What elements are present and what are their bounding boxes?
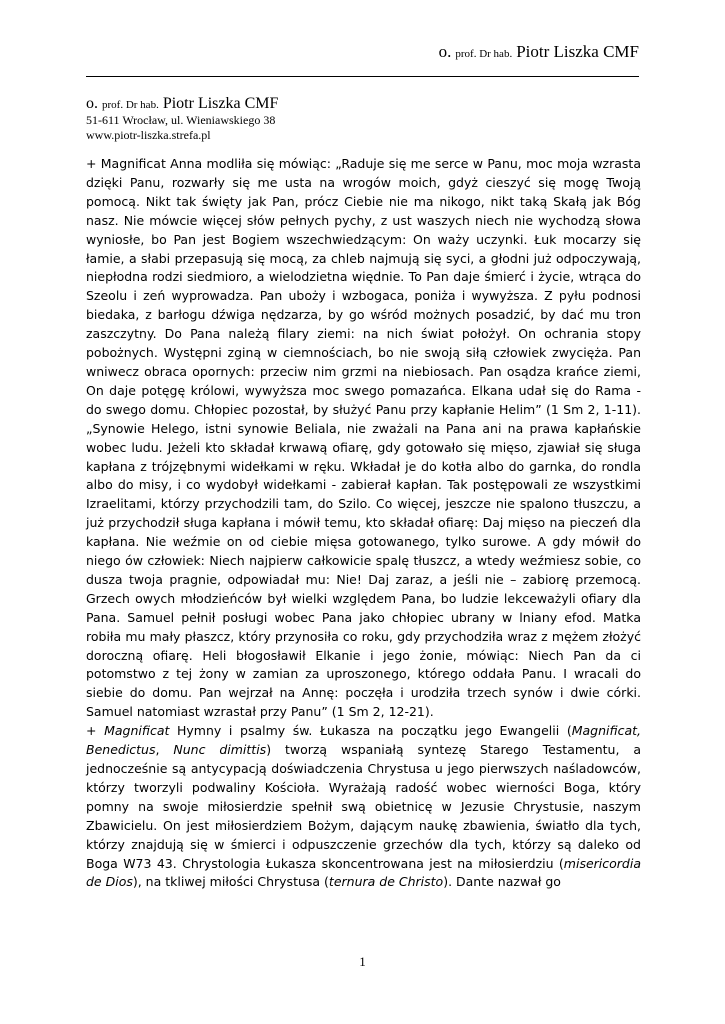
- p2-italic-magnificat: Magnificat: [104, 723, 170, 739]
- p2-text-e: ). Dante nazwał go: [443, 874, 561, 890]
- p2-text-d: ), na tkliwej miłości Chrystusa (: [132, 874, 329, 890]
- page-number: 1: [359, 954, 366, 969]
- paragraph-magnificat-anna: + Magnificat Anna modliła się mówiąc: „Raduje się me serce w Panu, moc moja wzrasta dzięki Panu, rozwarły się me usta na wrogów moich, gdyż cieszyć się mogę Twoją pomocą. Nikt tak święty jak Pan, prócz Ciebie nie ma nikogo, nikt taką Skałą jak Bóg nasz. Nie mówcie więcej słów pełnych pychy, z ust waszych niech nie wychodzą słowa wyniosłe, bo Pan jest Bogiem wszechwiedzącym: On waży uczynki. Łuk mocarzy się łamie, a słabi przepasują się mocą, za chleb najmują się syci, a głodni już odpoczywają, niepłodna rodzi siedmioro, a wielodzietna więdnie. To Pan daje śmierć i życie, wtrąca do Szeolu i zeń wyprowadza. Pan uboży i wzbogaca, poniża i wywyższa. Z pyłu podnosi biedaka, z barłogu dźwiga nędzarza, by go wśród możnych posadzić, by dać mu tron zaszczytny. Do Pana należą filary ziemi: na nich świat położył. On ochrania stopy pobożnych. Występni zginą w ciemnościach, bo nie swoją siłą człowiek zwycięża. Pan wniwecz obraca opornych: przeciw nim grzmi na niebiosach. Pan osądza krańce ziemi, On daje potęgę królowi, wywyższa moc swego pomazańca. Elkana udał się do Rama - do swego domu. Chłopiec pozostał, by służyć Panu przy kapłanie Helim” (1 Sm 2, 1-11). „Synowie Helego, istni synowie Beliala, nie zważali na Pana ani na prawa kapłańskie wobec ludu. Jeżeli kto składał krwawą ofiarę, gdy gotowało się mięso, zjawiał się sługa kapłana z trójzębnymi widełkami w ręku. Wkładał je do kotła albo do garnka, do rondla albo do misy, i co wydobył widełkami - zabierał kapłan. Tak postępowali ze wszystkimi Izraelitami, którzy przychodzili tam, do Szilo. Co więcej, jeszcze nie spalono tłuszczu, a już przychodził sługa kapłana i mówił temu, kto składał ofiarę: Daj mięso na pieczeń dla kapłana. Nie weźmie on od ciebie mięsa gotowanego, tylko surowe. A gdy mówił do niego ów człowiek: Niech najpierw całkowicie spalę tłuszcz, a wtedy weźmiesz sobie, co dusza twoja pragnie, odpowiadał mu: Nie! Daj zaraz, a jeśli nie – zabiorę przemocą. Grzech owych młodzieńców był wielki względem Pana, bo ludzie lekceważyli ofiary dla Pana. Samuel pełnił posługi wobec Pana jako chłopiec ubrany w lniany efod. Matka robiła mu mały płaszcz, który przynosiła co roku, gdy przychodziła wraz z mężem złożyć doroczną ofiarę. Heli błogosławił Elkanie i jego żonie, mówiąc: Niech Pan da ci potomstwo z tej żony w zamian za uproszonego, którego oddała Panu. I wracali do siebie do domu. Pan wejrzał na Annę: poczęła i urodziła trzech synów i dwie córki. Samuel natomiast wzrastał przy Panu” (1 Sm 2, 12-21).: [86, 156, 641, 720]
- author-prefix: o.: [86, 95, 98, 112]
- header-prefix: o.: [438, 42, 452, 61]
- header-rule: [86, 76, 639, 77]
- author-block: [86, 94, 278, 143]
- author-name: Piotr Liszka CMF: [162, 95, 279, 112]
- p2-text-b: ,: [155, 742, 174, 758]
- paragraph-magnificat-hymns: [86, 722, 641, 892]
- running-header: [439, 42, 639, 62]
- p2-text-c: ) tworzą wspaniałą syntezę Starego Testamentu, a jednocześnie są antycypacją doświadczenia Chrystusa u jego pierwszych naśladowców, którzy tworzyli podwaliny Kościoła. Wyrażają radość wobec wierności Boga, który pomny na swoje miłosierdzie spełnił swą obietnicę w Jezusie Chrystusie, naszym Zbawicielu. On jest miłosierdziem Bożym, dającym naukę zbawienia, światło dla tych, którzy znajdują się w śmierci i odpuszczenie grzechów dla tych, którzy są daleko od Boga W73 43. Chrystologia Łukasza skoncentrowana jest na miłosierdziu (: [86, 742, 641, 871]
- author-address: 51-611 Wrocław, ul. Wieniawskiego 38: [86, 113, 276, 128]
- body-text: [86, 155, 641, 892]
- p2-italic-misericordia: misericordia de Dios: [86, 855, 641, 890]
- p2-italic-nunc-dimittis: Nunc dimittis: [173, 742, 267, 758]
- author-website: www.piotr-liszka.strefa.pl: [86, 128, 211, 143]
- p2-text-a: Hymny i psalmy św. Łukasza na początku jego Ewangelii (: [169, 723, 572, 739]
- author-name-line: [86, 94, 278, 113]
- header-name: Piotr Liszka CMF: [516, 42, 639, 61]
- author-title: prof. Dr hab.: [102, 99, 159, 111]
- p2-italic-ternura: ternura de Christo: [328, 874, 444, 890]
- p2-prefix: +: [86, 723, 105, 739]
- p2-italic-benedictus: Magnificat, Benedictus: [86, 723, 641, 758]
- header-title: prof. Dr hab.: [455, 48, 513, 60]
